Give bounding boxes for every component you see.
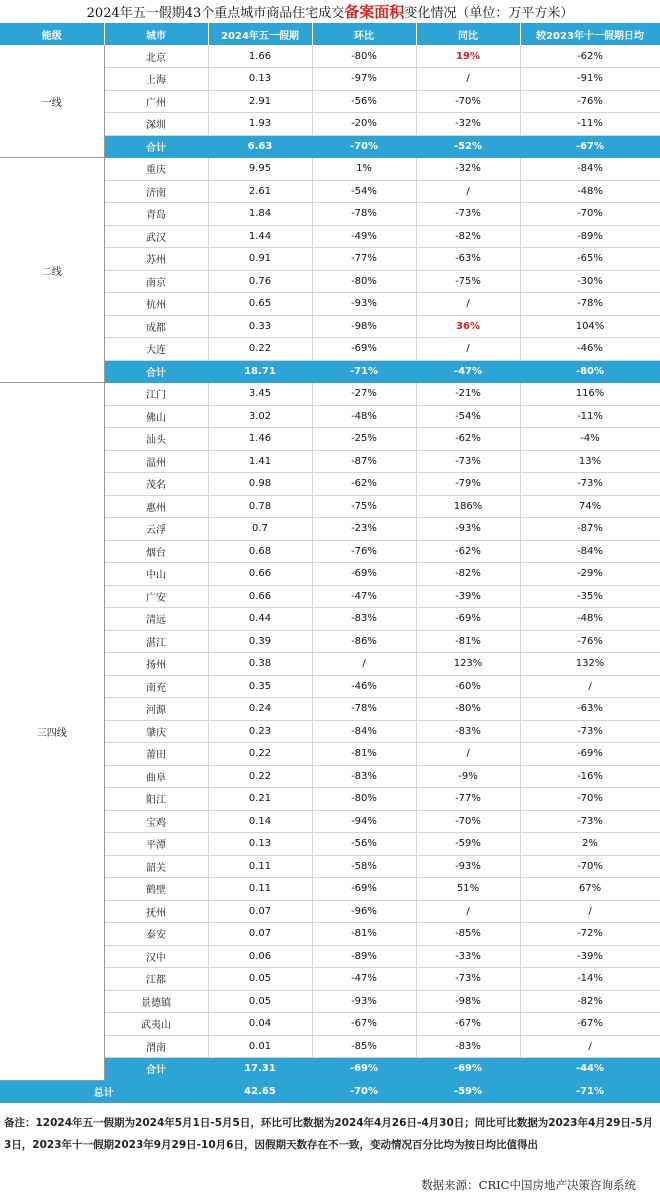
city-cell: 温州 [104,450,208,473]
yoy-cell: -79% [416,473,520,496]
value-cell: 0.07 [208,923,312,946]
city-cell: 惠州 [104,495,208,518]
yoy-cell: -81% [416,630,520,653]
vs-national-day-cell: / [520,675,660,698]
value-cell: 0.78 [208,495,312,518]
vs-national-day-cell: -70% [520,855,660,878]
vs-national-day-cell: -65% [520,248,660,271]
vs-national-day-cell: -69% [520,743,660,766]
yoy-cell: -77% [416,788,520,811]
yoy-cell: 186% [416,495,520,518]
value-cell: 0.04 [208,1013,312,1036]
table-row [0,383,660,406]
value-cell: 0.66 [208,585,312,608]
vs-national-day-cell: -16% [520,765,660,788]
value-cell: 0.24 [208,698,312,721]
vs-national-day-cell: / [520,900,660,923]
vs-national-day-cell: -70% [520,203,660,226]
vs-national-day-cell: -46% [520,338,660,361]
header-city: 城市 [104,23,208,45]
table-header [0,23,660,45]
value-cell: 1.84 [208,203,312,226]
total-label-cell: 总计 [0,1080,208,1103]
city-cell: 中山 [104,563,208,586]
vs-national-day-cell: -29% [520,563,660,586]
city-cell: 苏州 [104,248,208,271]
yoy-cell: -67% [416,1013,520,1036]
mom-cell: 1% [312,158,416,181]
city-cell: 武夷山 [104,1013,208,1036]
mom-cell: -75% [312,495,416,518]
mom-cell: -89% [312,945,416,968]
table-row [0,45,660,68]
mom-cell: -84% [312,720,416,743]
yoy-cell: -75% [416,270,520,293]
yoy-cell: -21% [416,383,520,406]
vs-national-day-cell: -73% [520,810,660,833]
vs-national-day-cell: 132% [520,653,660,676]
vs-national-day-cell: -14% [520,968,660,991]
yoy-cell: / [416,743,520,766]
vs-national-day-cell: -48% [520,180,660,203]
yoy-cell: -70% [416,90,520,113]
city-cell: 北京 [104,45,208,68]
city-cell: 宝鸡 [104,810,208,833]
city-cell: 汉中 [104,945,208,968]
value-cell: 9.95 [208,158,312,181]
subtotal-mom-cell: -69% [312,1058,416,1081]
mom-cell: -78% [312,203,416,226]
total-vs-national-day-cell: -71% [520,1080,660,1103]
vs-national-day-cell: 67% [520,878,660,901]
value-cell: 3.45 [208,383,312,406]
yoy-cell: -73% [416,450,520,473]
city-cell: 云浮 [104,518,208,541]
mom-cell: -62% [312,473,416,496]
mom-cell: -76% [312,540,416,563]
city-cell: 广安 [104,585,208,608]
table-row [0,158,660,181]
header-tier: 能级 [0,23,104,45]
value-cell: 1.66 [208,45,312,68]
city-cell: 景德镇 [104,990,208,1013]
title-suffix: 变化情况（单位：万平方米） [404,6,574,21]
city-cell: 扬州 [104,653,208,676]
value-cell: 0.33 [208,315,312,338]
yoy-cell: -39% [416,585,520,608]
total-value-cell: 42.65 [208,1080,312,1103]
value-cell: 0.06 [208,945,312,968]
value-cell: 1.41 [208,450,312,473]
city-cell: 湛江 [104,630,208,653]
yoy-cell: -62% [416,428,520,451]
value-cell: 3.02 [208,405,312,428]
vs-national-day-cell: / [520,1035,660,1058]
mom-cell: -98% [312,315,416,338]
mom-cell: -47% [312,585,416,608]
value-cell: 0.22 [208,765,312,788]
yoy-cell: -32% [416,113,520,136]
page-title [0,0,660,24]
value-cell: 0.68 [208,540,312,563]
mom-cell: -20% [312,113,416,136]
header-vs-national-day: 较2023年十一假期日均 [520,23,660,45]
mom-cell: -46% [312,675,416,698]
housing-transaction-table [0,23,660,1103]
mom-cell: -86% [312,630,416,653]
mom-cell: -27% [312,383,416,406]
city-cell: 渭南 [104,1035,208,1058]
value-cell: 2.91 [208,90,312,113]
mom-cell: -48% [312,405,416,428]
value-cell: 0.13 [208,833,312,856]
title-highlight: 备案面积 [344,3,405,21]
city-cell: 平潭 [104,833,208,856]
mom-cell: -69% [312,878,416,901]
value-cell: 0.91 [208,248,312,271]
yoy-cell: -80% [416,698,520,721]
vs-national-day-cell: 104% [520,315,660,338]
value-cell: 0.35 [208,675,312,698]
vs-national-day-cell: -84% [520,540,660,563]
value-cell: 1.44 [208,225,312,248]
subtotal-vs-national-day-cell: -80% [520,360,660,383]
value-cell: 0.39 [208,630,312,653]
subtotal-vs-national-day-cell: -44% [520,1058,660,1081]
subtotal-value-cell: 6.63 [208,135,312,158]
mom-cell: -83% [312,765,416,788]
mom-cell: -94% [312,810,416,833]
value-cell: 0.21 [208,788,312,811]
value-cell: 0.66 [208,563,312,586]
subtotal-value-cell: 17.31 [208,1058,312,1081]
city-cell: 莆田 [104,743,208,766]
value-cell: 2.61 [208,180,312,203]
yoy-cell: -33% [416,945,520,968]
city-cell: 抚州 [104,900,208,923]
yoy-cell: -93% [416,855,520,878]
vs-national-day-cell: -63% [520,698,660,721]
city-cell: 江都 [104,968,208,991]
vs-national-day-cell: 13% [520,450,660,473]
subtotal-yoy-cell: -69% [416,1058,520,1081]
city-cell: 鹤壁 [104,878,208,901]
yoy-cell: 36% [416,315,520,338]
vs-national-day-cell: -48% [520,608,660,631]
value-cell: 0.38 [208,653,312,676]
value-cell: 0.14 [208,810,312,833]
vs-national-day-cell: -67% [520,1013,660,1036]
subtotal-vs-national-day-cell: -67% [520,135,660,158]
tier-cell: 二线 [0,158,104,383]
tier-cell: 一线 [0,45,104,158]
city-cell: 阳江 [104,788,208,811]
vs-national-day-cell: -73% [520,720,660,743]
value-cell: 0.7 [208,518,312,541]
mom-cell: -54% [312,180,416,203]
yoy-cell: -63% [416,248,520,271]
total-mom-cell: -70% [312,1080,416,1103]
city-cell: 茂名 [104,473,208,496]
subtotal-city-cell: 合计 [104,1058,208,1081]
yoy-cell: -62% [416,540,520,563]
mom-cell: -69% [312,338,416,361]
mom-cell: -25% [312,428,416,451]
city-cell: 韶关 [104,855,208,878]
subtotal-mom-cell: -70% [312,135,416,158]
vs-national-day-cell: -39% [520,945,660,968]
vs-national-day-cell: -76% [520,90,660,113]
mom-cell: -93% [312,990,416,1013]
yoy-cell: -83% [416,720,520,743]
city-cell: 汕头 [104,428,208,451]
data-source: 数据来源：CRIC中国房地产决策咨询系统 [421,1178,636,1192]
title-prefix: 2024年五一假期43个重点城市商品住宅成交 [86,6,345,21]
mom-cell: -96% [312,900,416,923]
vs-national-day-cell: -70% [520,788,660,811]
yoy-cell: 19% [416,45,520,68]
yoy-cell: / [416,293,520,316]
yoy-cell: 123% [416,653,520,676]
table-body [0,45,660,1103]
city-cell: 肇庆 [104,720,208,743]
yoy-cell: -93% [416,518,520,541]
footnote: 备注：12024年五一假期为2024年5月1日-5月5日，环比可比数据为2024年4月26日-4月30日；同比可比数据为2023年4月29日-5月3日，2023年十一假期2023年9月29日-10月6日，因假期天数存在不一致，变动情况百分比均为按日均比值得出 [4,1117,654,1151]
value-cell: 0.05 [208,968,312,991]
vs-national-day-cell: -73% [520,473,660,496]
value-cell: 0.11 [208,878,312,901]
mom-cell: -83% [312,608,416,631]
mom-cell: -85% [312,1035,416,1058]
mom-cell: -80% [312,45,416,68]
mom-cell: -97% [312,68,416,91]
value-cell: 0.05 [208,990,312,1013]
vs-national-day-cell: -35% [520,585,660,608]
yoy-cell: -54% [416,405,520,428]
city-cell: 大连 [104,338,208,361]
city-cell: 深圳 [104,113,208,136]
subtotal-yoy-cell: -47% [416,360,520,383]
city-cell: 清远 [104,608,208,631]
city-cell: 重庆 [104,158,208,181]
value-cell: 1.93 [208,113,312,136]
vs-national-day-cell: -87% [520,518,660,541]
city-cell: 武汉 [104,225,208,248]
city-cell: 广州 [104,90,208,113]
mom-cell: -56% [312,833,416,856]
vs-national-day-cell: 74% [520,495,660,518]
value-cell: 0.44 [208,608,312,631]
city-cell: 河源 [104,698,208,721]
yoy-cell: -9% [416,765,520,788]
yoy-cell: -59% [416,833,520,856]
vs-national-day-cell: 116% [520,383,660,406]
city-cell: 泰安 [104,923,208,946]
header-value: 2024年五一假期 [208,23,312,45]
value-cell: 0.22 [208,338,312,361]
yoy-cell: -82% [416,563,520,586]
mom-cell: -67% [312,1013,416,1036]
mom-cell: -80% [312,788,416,811]
yoy-cell: 51% [416,878,520,901]
mom-cell: -81% [312,923,416,946]
vs-national-day-cell: -11% [520,113,660,136]
mom-cell: -49% [312,225,416,248]
city-cell: 青岛 [104,203,208,226]
city-cell: 成都 [104,315,208,338]
mom-cell: -81% [312,743,416,766]
mom-cell: / [312,653,416,676]
yoy-cell: / [416,338,520,361]
yoy-cell: -83% [416,1035,520,1058]
city-cell: 曲阜 [104,765,208,788]
yoy-cell: / [416,900,520,923]
vs-national-day-cell: -91% [520,68,660,91]
value-cell: 0.98 [208,473,312,496]
city-cell: 南充 [104,675,208,698]
city-cell: 佛山 [104,405,208,428]
vs-national-day-cell: -82% [520,990,660,1013]
value-cell: 0.23 [208,720,312,743]
value-cell: 0.76 [208,270,312,293]
vs-national-day-cell: -72% [520,923,660,946]
yoy-cell: -73% [416,968,520,991]
value-cell: 0.01 [208,1035,312,1058]
vs-national-day-cell: -62% [520,45,660,68]
tier-cell: 三四线 [0,383,104,1081]
mom-cell: -78% [312,698,416,721]
total-yoy-cell: -59% [416,1080,520,1103]
vs-national-day-cell: -4% [520,428,660,451]
yoy-cell: / [416,68,520,91]
subtotal-yoy-cell: -52% [416,135,520,158]
value-cell: 1.46 [208,428,312,451]
mom-cell: -56% [312,90,416,113]
vs-national-day-cell: -84% [520,158,660,181]
mom-cell: -23% [312,518,416,541]
yoy-cell: -70% [416,810,520,833]
yoy-cell: / [416,180,520,203]
mom-cell: -77% [312,248,416,271]
value-cell: 0.13 [208,68,312,91]
mom-cell: -80% [312,270,416,293]
header-yoy: 同比 [416,23,520,45]
mom-cell: -93% [312,293,416,316]
grand-total-row [0,1080,660,1103]
mom-cell: -69% [312,563,416,586]
yoy-cell: -69% [416,608,520,631]
vs-national-day-cell: -89% [520,225,660,248]
yoy-cell: -85% [416,923,520,946]
city-cell: 上海 [104,68,208,91]
value-cell: 0.11 [208,855,312,878]
mom-cell: -87% [312,450,416,473]
subtotal-value-cell: 18.71 [208,360,312,383]
mom-cell: -47% [312,968,416,991]
vs-national-day-cell: 2% [520,833,660,856]
value-cell: 0.22 [208,743,312,766]
subtotal-mom-cell: -71% [312,360,416,383]
vs-national-day-cell: -76% [520,630,660,653]
city-cell: 江门 [104,383,208,406]
yoy-cell: -73% [416,203,520,226]
subtotal-city-cell: 合计 [104,135,208,158]
city-cell: 烟台 [104,540,208,563]
vs-national-day-cell: -30% [520,270,660,293]
value-cell: 0.07 [208,900,312,923]
yoy-cell: -60% [416,675,520,698]
value-cell: 0.65 [208,293,312,316]
yoy-cell: -32% [416,158,520,181]
vs-national-day-cell: -78% [520,293,660,316]
vs-national-day-cell: -11% [520,405,660,428]
yoy-cell: -98% [416,990,520,1013]
header-mom: 环比 [312,23,416,45]
yoy-cell: -82% [416,225,520,248]
subtotal-city-cell: 合计 [104,360,208,383]
city-cell: 杭州 [104,293,208,316]
city-cell: 济南 [104,180,208,203]
mom-cell: -58% [312,855,416,878]
city-cell: 南京 [104,270,208,293]
